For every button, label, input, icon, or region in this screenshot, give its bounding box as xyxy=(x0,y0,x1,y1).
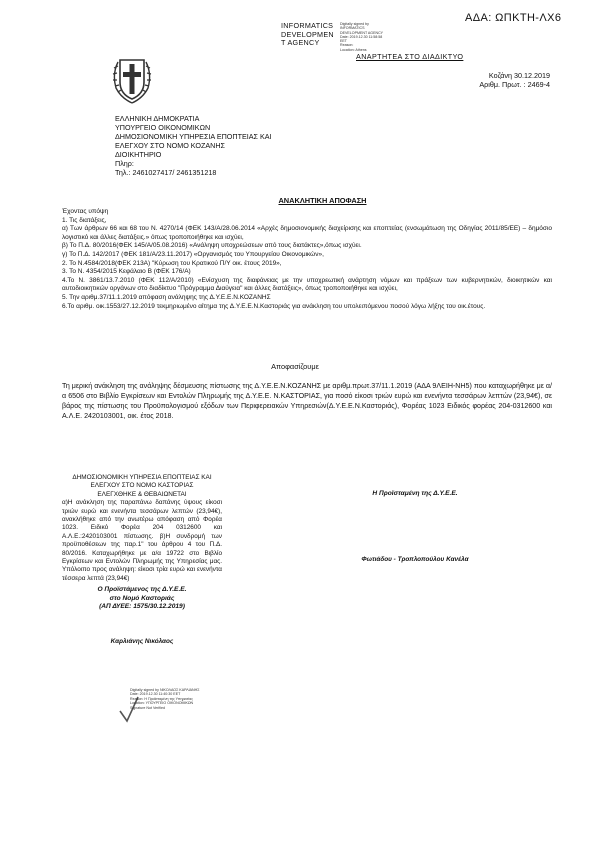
date-block xyxy=(470,71,550,89)
digsig-line: Signature Not Verified xyxy=(130,705,165,710)
document-title: ΑΝΑΚΛΗΤΙΚΗ ΑΠΟΦΑΣΗ xyxy=(278,196,367,205)
sig-line: Date: 2019.12.30 11:58:58 xyxy=(340,34,383,39)
consideration-item: 3. Το Ν. 4354/2015 Κεφάλαιο Β (ΦΕΚ 176/Α) xyxy=(62,268,191,276)
verification-heading: ΕΛΕΓΧΟΥ ΣΤΟ ΝΟΜΟ ΚΑΣΤΟΡΙΑΣ xyxy=(90,482,194,490)
agency-digital-signature xyxy=(340,22,408,52)
sig-line: INFORMATICS xyxy=(340,26,365,31)
verification-text: α)Η ανάκληση της παραπάνω δαπάνης ύψους είκοσι τριών ευρώ και ενενήντα τεσσάρων λεπτών (23,94€), ανακλήθηκε από την ανωτέρω απόφαση από Φορέα 1023. Ειδικό Φορέα 204 0312600 και Α.Λ.Ε.:2420103001 πίστωσης. β)Η συνδρομή των προϋποθέσεων της παρ.1" του άρθρου 4 του Π.Δ. 80/2016. Καταχωρήθηκε με α/α 19722 στο Βιβλίο Εγκρίσεων και Εντολών Πληρωμής της Υπηρεσίας μας. Υπόλοιπο προς ανάληψη: είκοσι τρία ευρώ και ενενήντα τέσσερα λεπτά (23,94€) xyxy=(62,499,222,582)
greek-coat-of-arms-icon xyxy=(109,52,155,106)
sig-line: Digitally signed by xyxy=(340,22,369,26)
consideration-item: 1. Τις διατάξεις, xyxy=(62,216,107,224)
digsig-line: Date: 2019.12.30 11:40:30 EET xyxy=(130,692,181,697)
digsig-line: Location: ΥΠΟΥΡΓΕΙΟ ΟΙΚΟΝΟΜΙΚΩΝ xyxy=(130,701,194,706)
issuer-line: ΕΛΕΓΧΟΥ ΣΤΟ ΝΟΜΟ ΚΟΖΑΝΗΣ xyxy=(115,141,225,150)
consideration-item: β) Το Π.Δ. 80/2016(ΦΕΚ 145/Α/05.08.2016) «Ανάληψη υποχρεώσεων από τους διατάκτες»,όπως ισχύει. xyxy=(62,242,362,250)
intro-line: Έχοντας υπόψη xyxy=(62,208,109,215)
signatory-title: Ο Προϊστάμενος της Δ.Υ.Ε.Ε. xyxy=(97,586,187,593)
consideration-item: α) Των άρθρων 66 και 68 του Ν. 4270/14 (ΦΕΚ 143/Α/28.06.2014 «Αρχές δημοσιονομικής διαχείρισης και εποπτείας (ενσωμάτωση της Οδηγίας 2011/85/ΕΕ) – δημόσιο λογιστικό και άλλες διατάξεις.» όπως τροποποιήθηκε και ισχύει, xyxy=(62,225,552,241)
issuer-block xyxy=(115,114,272,177)
verification-block xyxy=(62,474,222,583)
consideration-item: 6.Το αριθμ. οικ.1553/27.12.2019 τεκμηριωμένο αίτημα της Δ.Υ.Ε.Ε.Ν.Καστοριάς για ανάκληση του υπολειπόμενου ποσού λόγω λήξης του οικ.έτους. xyxy=(62,302,486,310)
decision-text: Τη μερική ανάκληση της ανάληψης δέσμευσης πίστωσης της Δ.Υ.Ε.Ε.Ν.ΚΟΖΑΝΗΣ με αριθμ.πρωτ.37/11.1.2019 (ΑΔΑ 9ΛΕΙΗ-ΝΗ5) που καταχωρήθηκε με α/α 6506 στο Βιβλίο Εγκρίσεων και Εντολών Πληρωμής της Δ.Υ.Ε.Ε. Ν.ΚΑΣΤΟΡΙΑΣ, για ποσό είκοσι τριών ευρώ και ενενήντα τεσσάρων λεπτών (23,94€), σε βάρος της πίστωσης του Προϋπολογισμού εξόδων των Περιφερειακών Υπηρεσιών(Δ.Υ.Ε.Ε.Ν.Καστοριάς), Φορέας 1023 Ειδικός φορέας 204-0312600 και Α.Λ.Ε. 2420103001, οικ. έτος 2018. xyxy=(62,382,552,420)
issuer-line: Τηλ.: 2461027417/ 2461351218 xyxy=(115,168,217,177)
digsig-line: Reason: Η Προϊσταμένη της Υπηρεσίας xyxy=(130,696,193,701)
digsig-line: Digitally signed by ΝΙΚΟΛΑΟΣ ΚΑΡΛΙΑΝΗΣ xyxy=(130,688,200,692)
consideration-item: 4.Το Ν. 3861/13.7.2010 (ΦΕΚ 112/Α/2010) «Ενίσχυση της διαφάνειας με την υποχρεωτική ανάρτηση νόμων και πράξεων των κυβερνητικών, διοικητικών και αυτοδιοικητικών οργάνων στο διαδίκτυο "Πρόγραμμα Διαύγεια" και άλλες διατάξεις», όπως τροποποιήθηκε και ισχύει, xyxy=(62,276,552,293)
posted-online-label: ΑΝΑΡΤΗΤΕΑ ΣΤΟ ΔΙΑΔΙΚΤΥΟ xyxy=(356,52,464,61)
agency-name: INFORMATICS DEVELOPMEN T AGENCY xyxy=(281,21,334,48)
decide-heading: Αποφασίζουμε xyxy=(271,362,319,371)
issuer-line: Πληρ: xyxy=(115,159,134,168)
sig-line: Reason: xyxy=(340,43,354,48)
issuer-line: ΔΗΜΟΣΙΟΝΟΜΙΚΗ ΥΠΗΡΕΣΙΑ ΕΠΟΠΤΕΙΑΣ ΚΑΙ xyxy=(115,132,272,141)
right-signatory-name: Φωτιάδου - Τροπλοπούλου Κανέλα xyxy=(361,556,469,563)
signatory-unit: στο Νομό Καστοριάς xyxy=(109,594,175,602)
ada-code: ΑΔΑ: ΩΠΚΤΗ-ΛΧ6 xyxy=(465,12,562,24)
verification-heading: ΕΛΕΓΧΘΗΚΕ & ΘΕΒΑΙΩΝΕΤΑΙ xyxy=(97,490,187,498)
digital-signature-block xyxy=(130,688,240,710)
signatory-reference: (ΑΠ ΔΥΕΕ: 1575/30.12.2019) xyxy=(99,603,185,611)
consideration-item: 5. Την αριθμ.37/11.1.2019 απόφαση ανάληψης της Δ.Υ.Ε.Ε.Ν.ΚΟΖΑΝΗΣ xyxy=(62,293,271,301)
issuer-line: ΔΙΟΙΚΗΤΗΡΙΟ xyxy=(115,150,162,159)
place-date: Κοζάνη 30.12.2019 xyxy=(488,71,550,80)
sig-line: EET xyxy=(340,39,347,44)
consideration-item: γ) Το Π.Δ. 142/2017 (ΦΕΚ 181/Α/23.11.2017) «Οργανισμός του Υπουργείου Οικονομικών», xyxy=(62,250,324,258)
issuer-line: ΥΠΟΥΡΓΕΙΟ ΟΙΚΟΝΟΜΙΚΩΝ xyxy=(115,123,211,132)
issuer-line: ΕΛΛΗΝΙΚΗ ΔΗΜΟΚΡΑΤΙΑ xyxy=(115,114,200,123)
consideration-item: 2. Το Ν.4584/2018(ΦΕΚ 213Α) "Κύρωση του Κρατικού Π/Υ οικ. έτους 2019», xyxy=(62,259,282,267)
sig-line: DEVELOPMENT AGENCY xyxy=(340,30,384,35)
verification-heading: ΔΗΜΟΣΙΟΝΟΜΙΚΗ ΥΠΗΡΕΣΙΑ ΕΠΟΠΤΕΙΑΣ ΚΑΙ xyxy=(72,474,212,481)
protocol-number: Αριθμ. Πρωτ. : 2469-4 xyxy=(479,80,550,89)
left-signatory-name: Καρλιάνης Νικόλαος xyxy=(110,638,174,645)
sig-line: Location: Athens xyxy=(340,47,367,52)
left-signature-block xyxy=(62,586,222,612)
right-signatory-title: Η Προϊσταμένη της Δ.Υ.Ε.Ε. xyxy=(372,490,458,497)
considerations-block xyxy=(62,208,552,311)
